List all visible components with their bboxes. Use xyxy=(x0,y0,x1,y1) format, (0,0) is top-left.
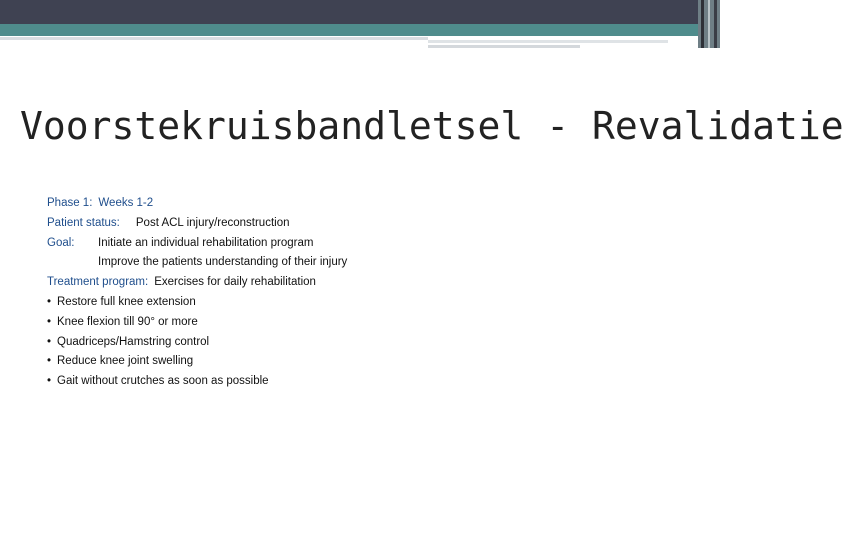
header-light-line xyxy=(428,40,668,43)
status-value: Post ACL injury/reconstruction xyxy=(135,216,290,229)
program-value: Exercises for daily rehabilitation xyxy=(154,276,316,289)
header-corner-stripe xyxy=(714,0,717,48)
header-corner-stripe xyxy=(708,0,710,48)
program-row xyxy=(47,273,467,293)
header-dark-band xyxy=(0,0,698,24)
status-row xyxy=(47,214,467,234)
slide-title: Voorstekruisbandletsel - Revalidatie xyxy=(20,104,844,148)
goal-item: Initiate an individual rehabilitation program xyxy=(98,236,314,249)
list-item xyxy=(47,352,467,372)
list-item xyxy=(47,313,467,333)
list-item-text: Knee flexion till 90° or more xyxy=(57,315,198,328)
list-item-text: Quadriceps/Hamstring control xyxy=(57,335,210,348)
list-item xyxy=(47,333,467,353)
phase-weeks: Weeks 1-2 xyxy=(98,197,154,209)
phase-row xyxy=(47,194,467,214)
phase-label: Phase 1: xyxy=(47,197,93,209)
header-light-line-short xyxy=(428,45,580,48)
bullet-icon: • xyxy=(47,295,52,308)
goal-item: Improve the patients understanding of their injury xyxy=(98,256,348,269)
header-teal-band xyxy=(0,24,698,36)
slide-content xyxy=(47,194,467,392)
program-label: Treatment program: xyxy=(47,276,149,289)
list-item-text: Reduce knee joint swelling xyxy=(57,355,194,368)
bullet-icon: • xyxy=(47,315,52,328)
list-item-text: Restore full knee extension xyxy=(57,295,196,308)
list-item xyxy=(47,372,467,392)
list-item-text: Gait without crutches as soon as possible xyxy=(57,375,269,388)
status-label: Patient status: xyxy=(47,216,120,229)
goal-row-continued xyxy=(47,253,467,273)
bullet-icon: • xyxy=(47,375,52,388)
header-corner-stripe xyxy=(701,0,704,48)
header-grey-line xyxy=(0,37,428,40)
goal-label: Goal: xyxy=(47,236,75,249)
list-item xyxy=(47,293,467,313)
goal-row xyxy=(47,234,467,254)
bullet-icon: • xyxy=(47,335,52,348)
bullet-icon: • xyxy=(47,355,52,368)
